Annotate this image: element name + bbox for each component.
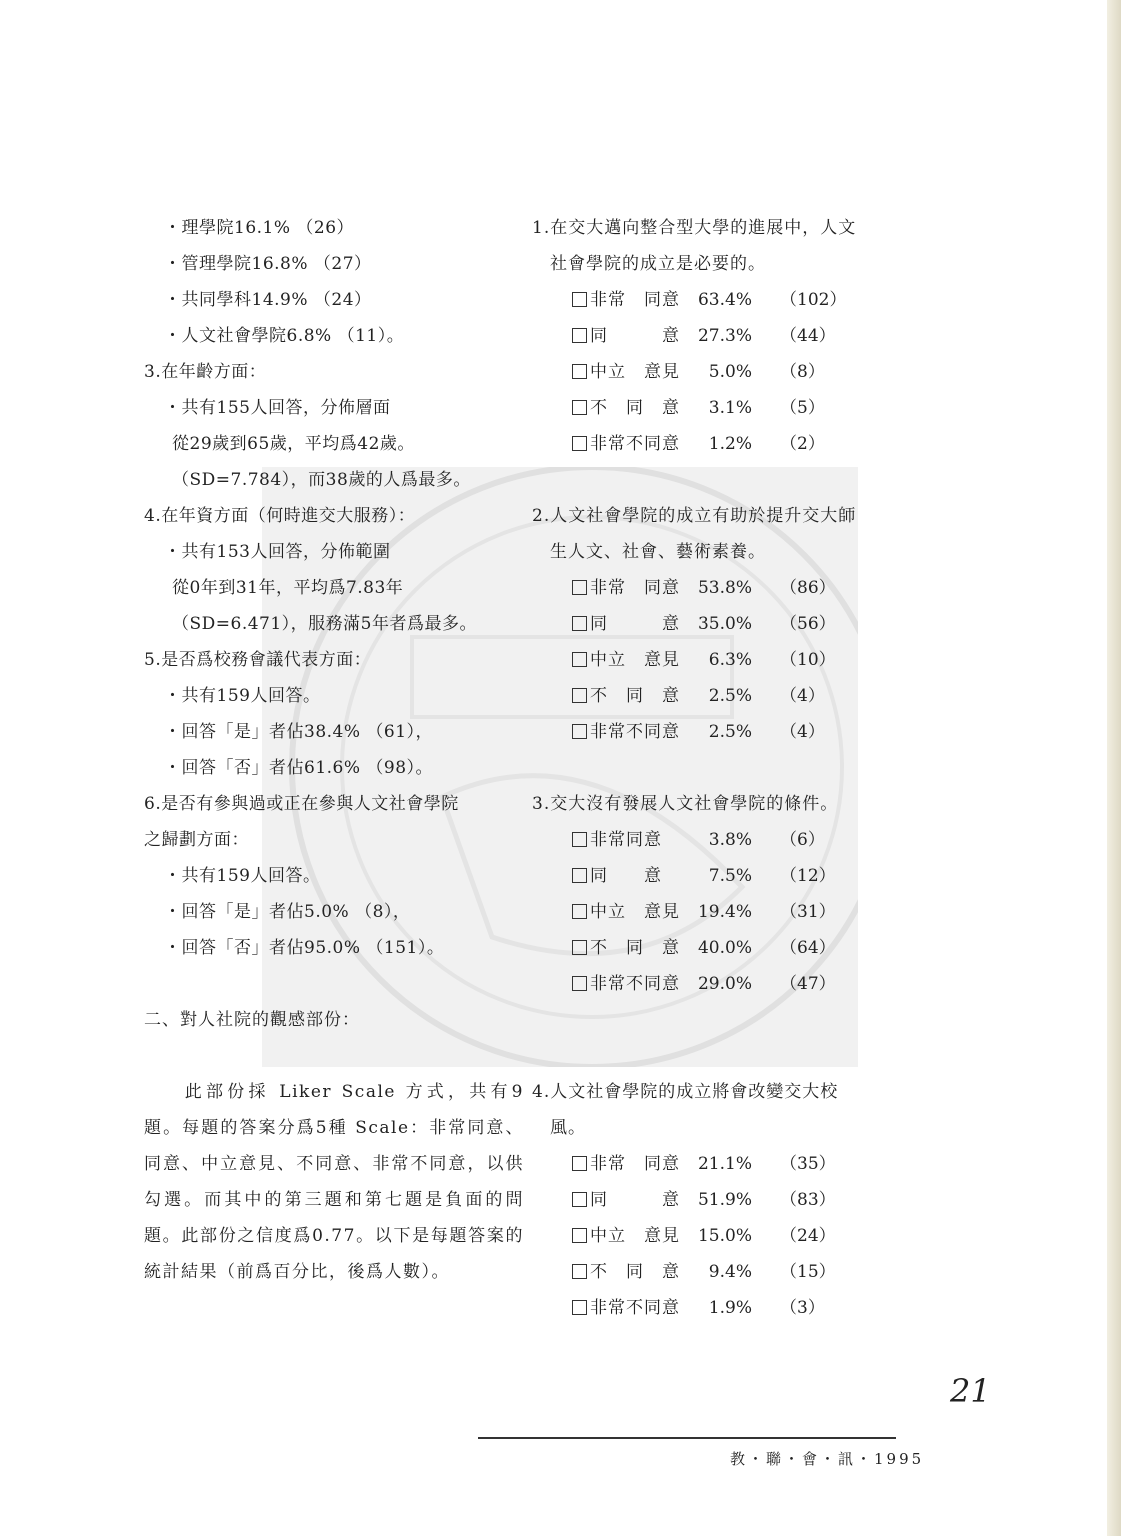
answer-option: 非常不同意 2.5% （4）: [532, 714, 902, 750]
answer-option: 不 同 意 40.0% （64）: [532, 930, 902, 966]
checkbox-icon: [572, 832, 587, 847]
checkbox-icon: [572, 724, 587, 739]
stat-line: ・共有159人回答。: [164, 686, 321, 706]
answer-option: 非常不同意 1.2% （2）: [532, 426, 902, 462]
question-block: [532, 1074, 902, 1326]
question-title-cont: 生人文、社會、藝術素養。: [550, 542, 766, 562]
checkbox-icon: [572, 1228, 587, 1243]
stat-line: ・回答「否」者佔61.6% （98）。: [164, 758, 434, 778]
question-block: [532, 210, 902, 462]
answer-option: 不 同 意 9.4% （15）: [532, 1254, 902, 1290]
answer-option: 非常 同意 21.1% （35）: [532, 1146, 902, 1182]
stat-line: 從29歲到65歲，平均爲42歲。: [172, 434, 415, 454]
checkbox-icon: [572, 1300, 587, 1315]
checkbox-icon: [572, 1192, 587, 1207]
stat-line: ・共同學科14.9% （24）: [164, 290, 372, 310]
checkbox-icon: [572, 292, 587, 307]
answer-option: 同 意 27.3% （44）: [532, 318, 902, 354]
answer-option: 同 意 51.9% （83）: [532, 1182, 902, 1218]
stat-line: 從0年到31年，平均爲7.83年: [172, 578, 404, 598]
question-title: 2.人文社會學院的成立有助於提升交大師: [532, 506, 857, 526]
right-column: [532, 210, 902, 1326]
stat-line: ・回答「否」者佔95.0% （151）。: [164, 938, 445, 958]
question-title: 1.在交大邁向整合型大學的進展中，人文: [532, 218, 857, 238]
answer-option: 不 同 意 3.1% （5）: [532, 390, 902, 426]
checkbox-icon: [572, 400, 587, 415]
checkbox-icon: [572, 688, 587, 703]
answer-option: 同 意 7.5% （12）: [532, 858, 902, 894]
answer-option: 中立 意見 15.0% （24）: [532, 1218, 902, 1254]
question-title: 4.人文社會學院的成立將會改變交大校: [532, 1082, 839, 1102]
stat-line: （SD=7.784），而38歲的人爲最多。: [172, 470, 471, 490]
checkbox-icon: [572, 1156, 587, 1171]
checkbox-icon: [572, 364, 587, 379]
checkbox-icon: [572, 868, 587, 883]
stat-line: ・理學院16.1% （26）: [164, 218, 355, 238]
question-block: [532, 498, 902, 750]
answer-option: 非常 同意 53.8% （86）: [532, 570, 902, 606]
answer-option: 非常 同意 63.4% （102）: [532, 282, 902, 318]
question-block: [532, 786, 902, 1002]
stat-line: ・共有153人回答，分佈範圍: [164, 542, 391, 562]
checkbox-icon: [572, 1264, 587, 1279]
subheading: 6.是否有參與過或正在參與人文社會學院: [144, 794, 459, 814]
subheading: 3.在年齡方面：: [144, 362, 267, 382]
stat-line: ・回答「是」者佔5.0% （8），: [164, 902, 411, 922]
checkbox-icon: [572, 976, 587, 991]
subheading: 5.是否爲校務會議代表方面：: [144, 650, 372, 670]
footer-publication: 教・聯・會・訊・1995: [730, 1450, 925, 1468]
stat-line: ・管理學院16.8% （27）: [164, 254, 372, 274]
answer-option: 非常不同意 1.9% （3）: [532, 1290, 902, 1326]
question-title: 3.交大沒有發展人文社會學院的條件。: [532, 794, 839, 814]
method-paragraph: 此部份採 Liker Scale 方式，共有9題。每題的答案分爲5種 Scale：非常同意、同意、中立意見、不同意、非常不同意，以供勾選。而其中的第三題和第七題是負面的問題。此部份之信度爲0.77。以下是每題答案的統計結果（前爲百分比，後爲人數）。: [144, 1082, 524, 1282]
answer-option: 非常不同意 29.0% （47）: [532, 966, 902, 1002]
checkbox-icon: [572, 436, 587, 451]
answer-option: 不 同 意 2.5% （4）: [532, 678, 902, 714]
footer-rule: [478, 1437, 896, 1439]
left-column: [144, 210, 524, 1290]
answer-option: 中立 意見 19.4% （31）: [532, 894, 902, 930]
answer-option: 同 意 35.0% （56）: [532, 606, 902, 642]
answer-option: 非常同意 3.8% （6）: [532, 822, 902, 858]
stat-line: ・共有159人回答。: [164, 866, 321, 886]
section-title: 二、對人社院的觀感部份：: [144, 1010, 360, 1030]
checkbox-icon: [572, 328, 587, 343]
checkbox-icon: [572, 904, 587, 919]
page-number: 21: [950, 1372, 991, 1410]
subheading: 4.在年資方面（何時進交大服務）：: [144, 506, 416, 526]
subheading: 之歸劃方面：: [144, 830, 249, 850]
question-title-cont: 風。: [550, 1118, 586, 1138]
checkbox-icon: [572, 940, 587, 955]
page-edge: [1107, 0, 1121, 1536]
answer-option: 中立 意見 6.3% （10）: [532, 642, 902, 678]
question-title-cont: 社會學院的成立是必要的。: [550, 254, 766, 274]
checkbox-icon: [572, 580, 587, 595]
checkbox-icon: [572, 652, 587, 667]
answer-option: 中立 意見 5.0% （8）: [532, 354, 902, 390]
checkbox-icon: [572, 616, 587, 631]
stat-line: ・共有155人回答，分佈層面: [164, 398, 391, 418]
stat-line: （SD=6.471），服務滿5年者爲最多。: [172, 614, 478, 634]
stat-line: ・人文社會學院6.8% （11）。: [164, 326, 405, 346]
stat-line: ・回答「是」者佔38.4% （61），: [164, 722, 434, 742]
